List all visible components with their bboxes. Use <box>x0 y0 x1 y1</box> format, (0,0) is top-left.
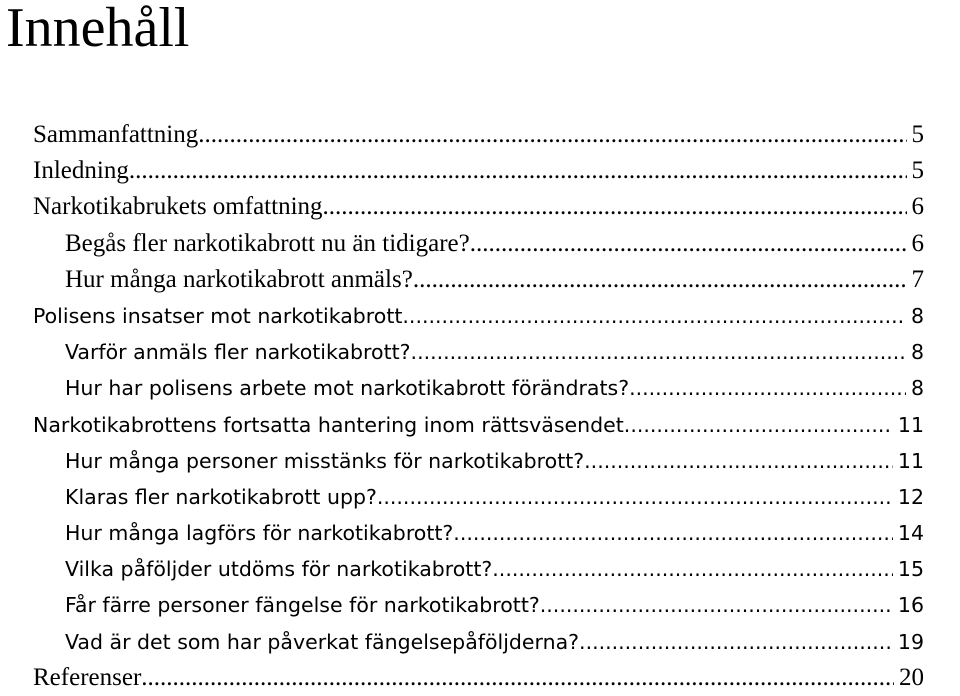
toc-page-number: 8 <box>910 303 924 328</box>
toc-page-number: 12 <box>897 484 924 509</box>
toc-page-number: 15 <box>897 557 924 582</box>
toc-leader-dots <box>141 660 894 696</box>
toc-entry-referenser[interactable] <box>33 660 924 696</box>
toc-page-number: 6 <box>911 193 924 221</box>
toc-entry-label: Begås fler narkotikabrott nu än tidigare? <box>65 229 470 257</box>
toc-page-number: 11 <box>897 448 924 473</box>
toc-entry-far-farre-fangelse[interactable] <box>65 587 924 623</box>
toc-page-number: 5 <box>911 121 924 148</box>
page-title: Innehåll <box>6 0 190 59</box>
toc-page-number: 8 <box>910 340 924 365</box>
toc-page-number: 7 <box>911 265 924 293</box>
toc-entry-vad-har-paverkat[interactable] <box>65 624 924 660</box>
toc-page-number: 19 <box>897 629 924 654</box>
toc-entry-narkotikabrukets-omfattning[interactable] <box>33 189 924 225</box>
toc-leader-dots <box>584 443 893 479</box>
toc-leader-dots <box>413 262 907 298</box>
toc-entry-label: Inledning <box>33 157 129 185</box>
toc-entry-begas-fler-narkotikabrott[interactable] <box>65 226 924 262</box>
toc-entry-hur-manga-anmals[interactable] <box>65 262 924 298</box>
toc-leader-dots <box>629 370 906 406</box>
toc-entry-label: Varför anmäls fler narkotikabrott? <box>65 340 411 365</box>
toc-entry-fortsatta-hantering[interactable] <box>33 407 924 443</box>
toc-page-number: 8 <box>910 376 924 401</box>
toc-entry-sammanfattning[interactable] <box>33 117 924 153</box>
toc-entry-label: Hur många lagförs för narkotikabrott? <box>65 521 454 546</box>
toc-page-number: 20 <box>899 663 924 691</box>
toc-entry-label: Vad är det som har påverkat fängelsepåföljderna? <box>65 629 580 654</box>
toc-page-number: 16 <box>897 593 924 618</box>
toc-entry-label: Polisens insatser mot narkotikabrott <box>33 303 403 328</box>
toc-leader-dots <box>470 226 907 262</box>
toc-leader-dots <box>129 153 907 189</box>
toc-entry-varfor-anmals-fler[interactable] <box>65 334 924 370</box>
toc-entry-label: Sammanfattning <box>33 121 199 148</box>
toc-page-number: 14 <box>897 521 924 546</box>
toc-entry-hur-har-polisens-arbete[interactable] <box>65 370 924 406</box>
toc-leader-dots <box>540 587 893 623</box>
toc-entry-polisens-insatser[interactable] <box>33 298 924 334</box>
toc-leader-dots <box>198 117 906 153</box>
toc-entry-hur-manga-misstanks[interactable] <box>65 443 924 479</box>
toc-page-number: 11 <box>897 412 924 437</box>
toc-leader-dots <box>402 298 906 334</box>
toc-entry-label: Vilka påföljder utdöms för narkotikabrott? <box>65 557 493 582</box>
toc-entry-inledning[interactable] <box>33 153 924 189</box>
toc-entry-label: Klaras fler narkotikabrott upp? <box>65 484 377 509</box>
toc-leader-dots <box>411 334 906 370</box>
toc-leader-dots <box>453 515 893 551</box>
toc-entry-vilka-pafoljder[interactable] <box>65 551 924 587</box>
toc-leader-dots <box>323 189 907 225</box>
toc-leader-dots <box>492 551 893 587</box>
toc-leader-dots <box>579 624 893 660</box>
toc-page-number: 5 <box>911 157 924 185</box>
toc-entry-label: Referenser <box>33 663 142 691</box>
toc-entry-label: Får färre personer fängelse för narkotikabrott? <box>65 593 540 618</box>
toc-entry-label: Narkotikabrottens fortsatta hantering inom rättsväsendet <box>33 412 624 437</box>
table-of-contents <box>0 117 960 696</box>
toc-entry-klaras-fler[interactable] <box>65 479 924 515</box>
toc-entry-label: Narkotikabrukets omfattning <box>33 193 323 221</box>
toc-entry-hur-manga-lagfors[interactable] <box>65 515 924 551</box>
toc-entry-label: Hur har polisens arbete mot narkotikabrott förändrats? <box>65 376 630 401</box>
toc-page-number: 6 <box>911 229 924 257</box>
toc-entry-label: Hur många narkotikabrott anmäls? <box>65 265 413 293</box>
toc-entry-label: Hur många personer misstänks för narkotikabrott? <box>65 448 585 473</box>
toc-leader-dots <box>377 479 893 515</box>
toc-leader-dots <box>624 407 893 443</box>
